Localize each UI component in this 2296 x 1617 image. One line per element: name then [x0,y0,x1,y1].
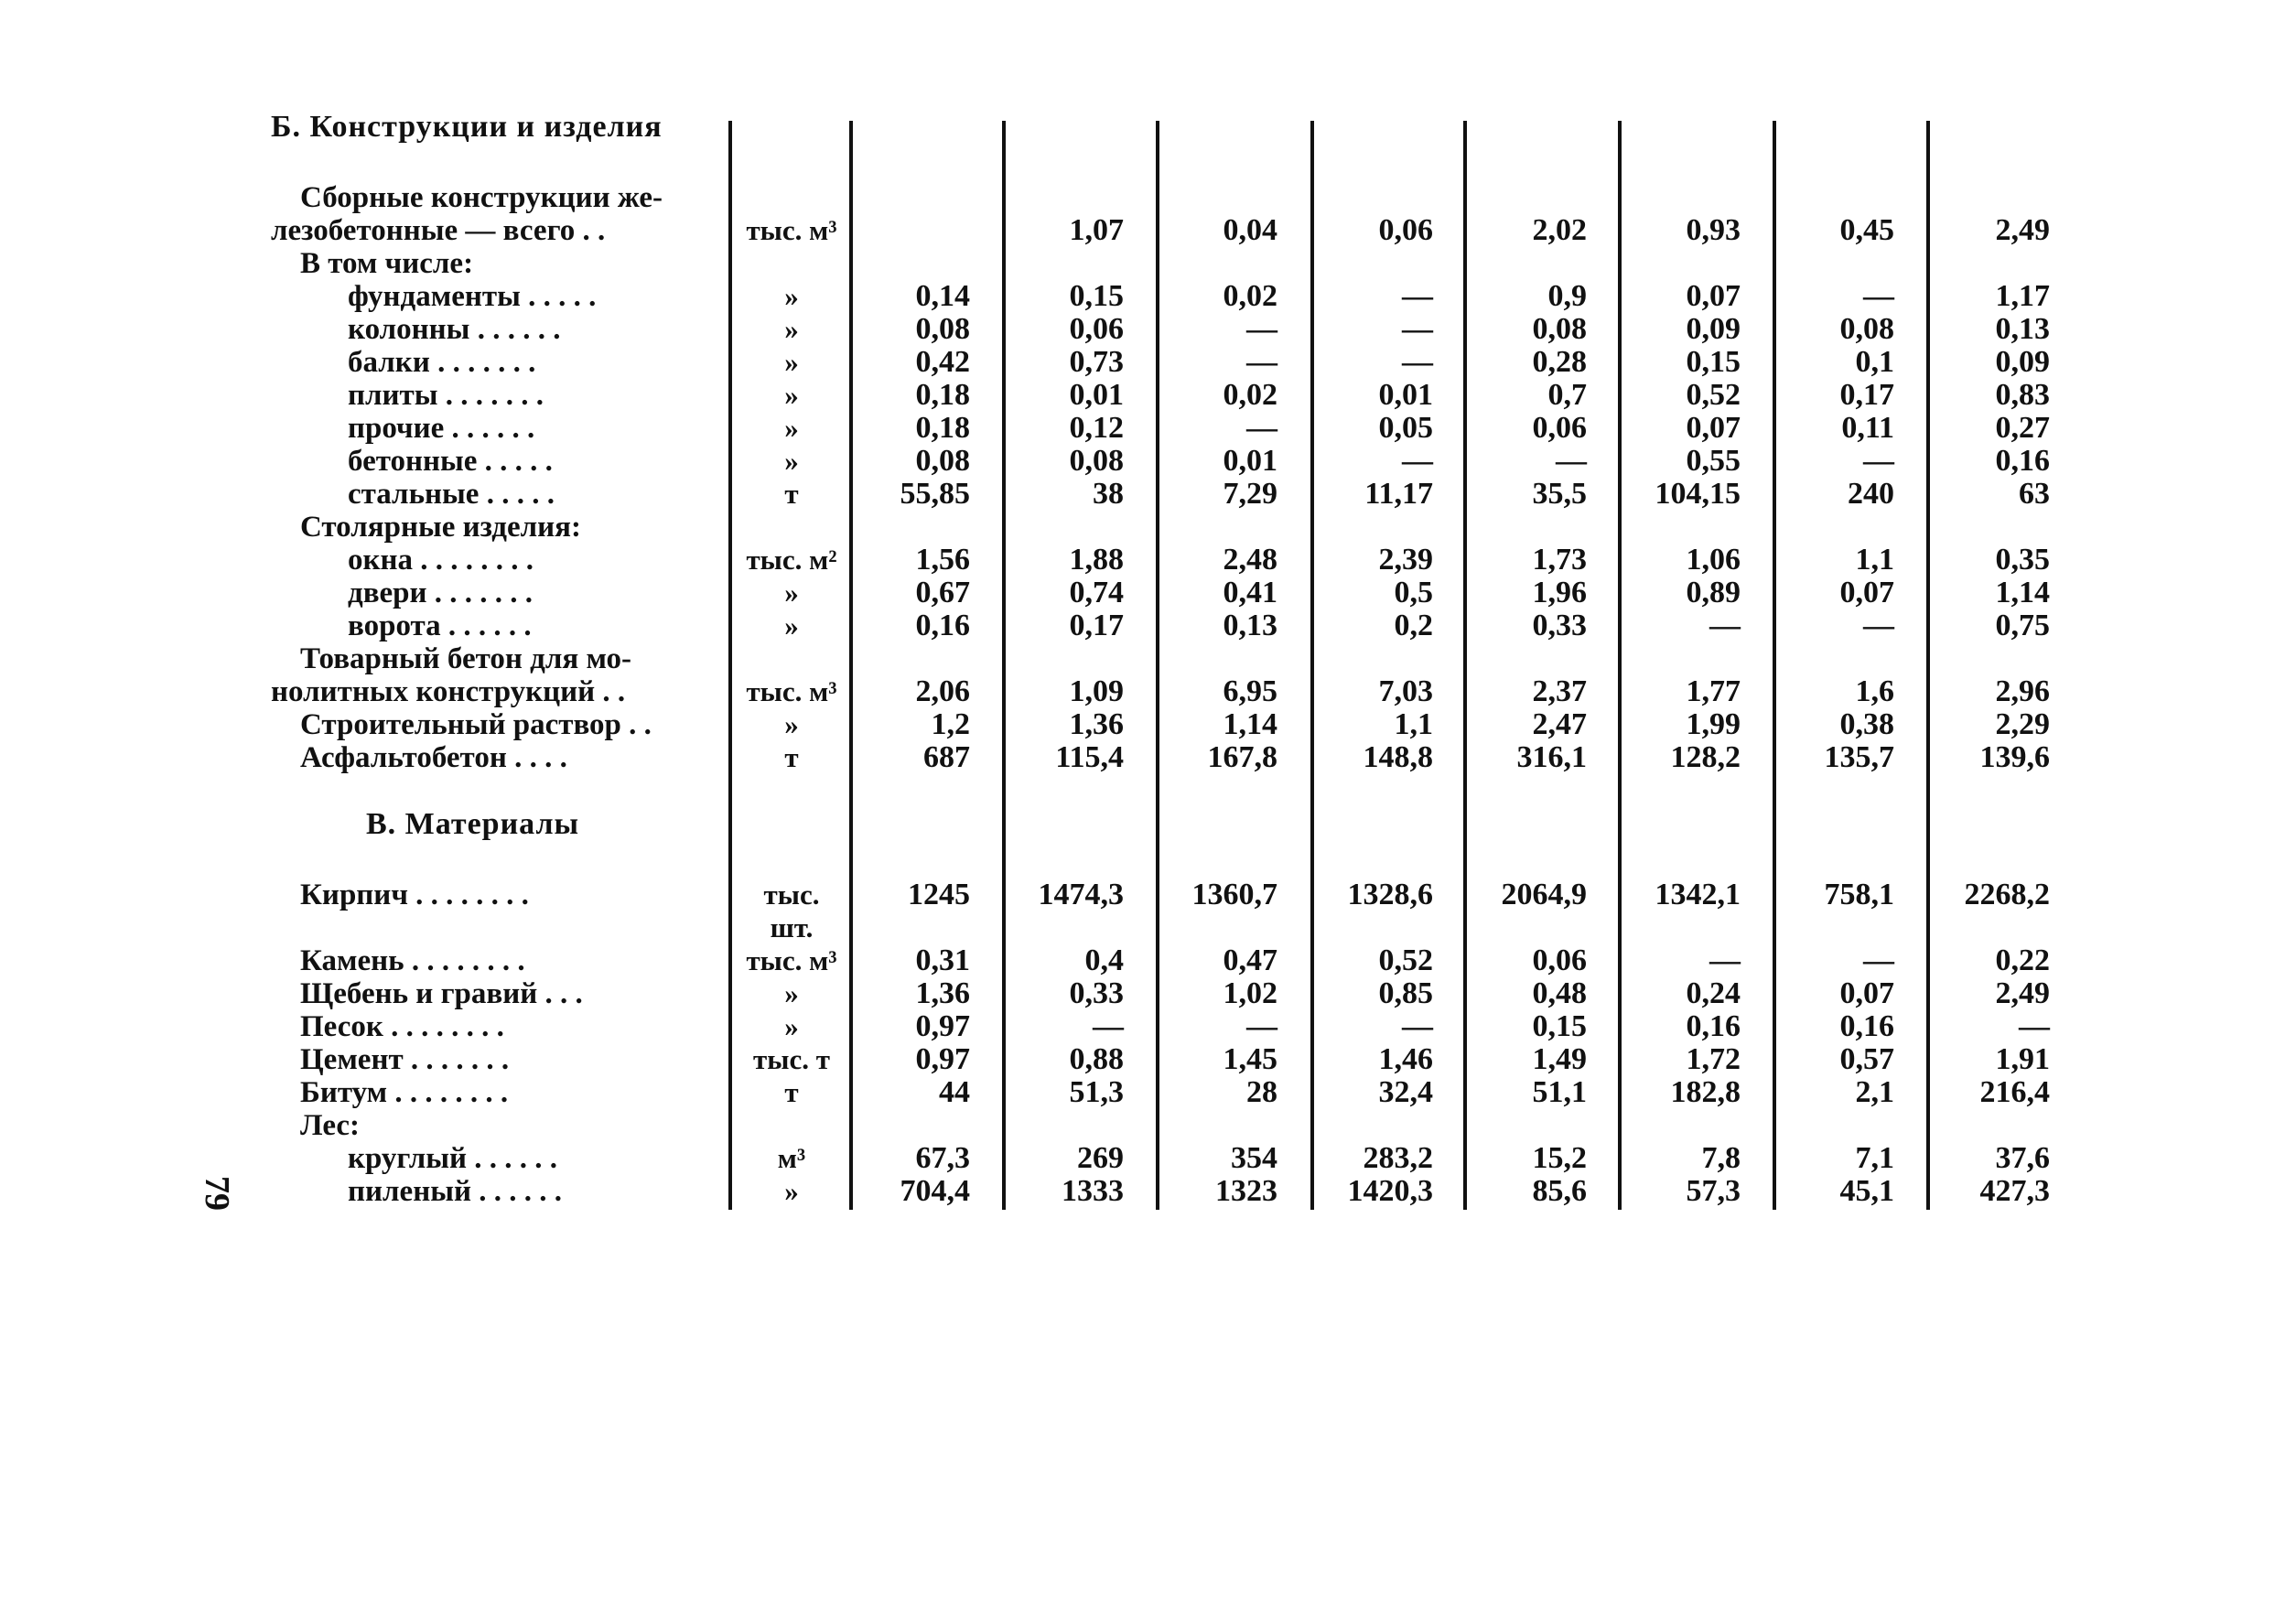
table-cell: 427,3 [1979,1174,2050,1208]
table-cell: 0,1 [1855,345,1894,379]
table-cell: 1,02 [1223,976,1277,1010]
table-cell: 0,24 [1686,976,1741,1010]
row-label: прочие . . . . . . [348,412,535,445]
table-cell: 1,45 [1223,1042,1277,1076]
table-cell: — [1246,312,1277,346]
row-unit: т [784,1076,799,1108]
table-cell: 1,06 [1686,543,1741,577]
table-cell: 0,07 [1686,279,1741,313]
table-cell: 1,1 [1855,543,1894,577]
row-label: фундаменты . . . . . [348,280,597,313]
row-label: лезобетонные — всего . . [271,214,606,247]
column-divider [1773,121,1776,1210]
row-label: В том числе: [300,247,474,280]
row-label: круглый . . . . . . [348,1142,558,1175]
table-cell: 1,49 [1532,1042,1587,1076]
table-cell: — [1402,444,1433,478]
table-cell: 1,96 [1532,576,1587,609]
table-row [0,511,2296,544]
row-unit: » [784,708,799,740]
table-cell: — [1246,1009,1277,1043]
table-cell: 0,73 [1069,345,1124,379]
table-cell: 2,96 [1995,674,2050,708]
row-label: Товарный бетон для мо- [300,642,632,675]
table-cell: 0,06 [1532,411,1587,445]
table-row [0,412,2296,445]
table-cell: 0,08 [1839,312,1894,346]
column-divider [1156,121,1159,1210]
table-row [0,346,2296,379]
row-label: окна . . . . . . . . [348,544,534,577]
table-cell: — [1863,279,1894,313]
table-cell: 0,16 [1839,1009,1894,1043]
table-cell: 1,99 [1686,707,1741,741]
table-cell: 0,08 [1069,444,1124,478]
table-cell: 1,73 [1532,543,1587,577]
table-cell: 1323 [1215,1174,1277,1208]
table-cell: 7,03 [1378,674,1433,708]
table-cell: 0,06 [1532,943,1587,977]
table-cell: 0,97 [915,1042,970,1076]
table-cell: — [1402,345,1433,379]
table-cell: 15,2 [1532,1141,1587,1175]
table-cell: 1,07 [1069,213,1124,247]
table-cell: 704,4 [900,1174,970,1208]
table-cell: 0,07 [1839,576,1894,609]
table-cell: 1,14 [1223,707,1277,741]
table-cell: 0,12 [1069,411,1124,445]
table-cell: 316,1 [1516,740,1587,774]
row-unit: тыс. м³ [746,675,837,707]
table-cell: 1,09 [1069,674,1124,708]
table-cell: 0,88 [1069,1042,1124,1076]
table-cell: 1,6 [1855,674,1894,708]
table-cell: 0,11 [1841,411,1894,445]
table-row [0,544,2296,577]
table-cell: — [1093,1009,1124,1043]
table-cell: — [1402,312,1433,346]
row-unit: т [784,478,799,510]
table-cell: 0,93 [1686,213,1741,247]
table-cell: 2,48 [1223,543,1277,577]
table-cell: 0,47 [1223,943,1277,977]
table-cell: — [1709,609,1741,642]
table-cell: 0,22 [1995,943,2050,977]
table-cell: 0,41 [1223,576,1277,609]
table-cell: 0,89 [1686,576,1741,609]
table-cell: 67,3 [915,1141,970,1175]
row-label: Песок . . . . . . . . [300,1010,504,1043]
row-label: Камень . . . . . . . . [300,944,525,977]
column-divider [1463,121,1467,1210]
row-unit: » [784,1175,799,1207]
table-row [0,181,2296,214]
table-cell: — [1402,279,1433,313]
table-cell: 1,56 [915,543,970,577]
table-cell: 0,52 [1378,943,1433,977]
table-cell: 0,14 [915,279,970,313]
table-cell: 0,7 [1547,378,1587,412]
table-cell: 1,88 [1069,543,1124,577]
table-cell: 0,13 [1223,609,1277,642]
row-unit: тыс. м³ [746,944,837,976]
table-cell: 2064,9 [1501,878,1587,911]
table-row [0,642,2296,675]
column-divider [1926,121,1930,1210]
table-cell: 0,85 [1378,976,1433,1010]
table-cell: 0,05 [1378,411,1433,445]
table-row [0,977,2296,1010]
table-cell: 0,52 [1686,378,1741,412]
table-cell: 240 [1848,477,1894,511]
table-cell: 7,29 [1223,477,1277,511]
table-cell: 0,01 [1223,444,1277,478]
table-row [0,675,2296,708]
row-label: Щебень и гравий . . . [300,977,583,1010]
table-cell: 0,15 [1069,279,1124,313]
table-cell: 2,37 [1532,674,1587,708]
table-cell: 57,3 [1686,1174,1741,1208]
table-cell: 0,16 [1995,444,2050,478]
row-unit: » [784,1010,799,1042]
row-label: ворота . . . . . . [348,609,532,642]
table-cell: 2268,2 [1964,878,2050,911]
table-cell: 167,8 [1207,740,1277,774]
table-row [0,478,2296,511]
table-cell: 1360,7 [1191,878,1277,911]
table-row [0,280,2296,313]
table-cell: 0,83 [1995,378,2050,412]
table-cell: 2,06 [915,674,970,708]
table-cell: 51,3 [1069,1075,1124,1109]
table-cell: 2,49 [1995,976,2050,1010]
page-number: 79 [198,1176,236,1211]
table-cell: 2,29 [1995,707,2050,741]
table-cell: 0,15 [1686,345,1741,379]
table-row [0,445,2296,478]
table-cell: 0,02 [1223,378,1277,412]
table-cell: — [1709,943,1741,977]
table-cell: 0,17 [1069,609,1124,642]
table-cell: 354 [1231,1141,1277,1175]
table-cell: 0,04 [1223,213,1277,247]
table-cell: 0,01 [1378,378,1433,412]
table-cell: 0,2 [1394,609,1433,642]
table-cell: — [1556,444,1587,478]
table-row [0,944,2296,977]
table-cell: 63 [2019,477,2050,511]
table-cell: 1333 [1062,1174,1124,1208]
table-row [0,1043,2296,1076]
table-cell: 0,09 [1995,345,2050,379]
row-label: Сборные конструкции же- [300,181,663,214]
table-cell: 44 [939,1075,970,1109]
table-cell: 0,5 [1394,576,1433,609]
table-cell: 1474,3 [1038,878,1124,911]
table-cell: 135,7 [1824,740,1894,774]
row-label: колонны . . . . . . [348,313,561,346]
table-cell: — [1863,943,1894,977]
row-label: Асфальтобетон . . . . [300,741,567,774]
table-cell: 0,01 [1069,378,1124,412]
row-unit: » [784,445,799,477]
table-cell: 0,4 [1084,943,1124,977]
row-unit: м³ [777,1142,806,1174]
table-cell: 0,28 [1532,345,1587,379]
table-cell: 1,17 [1995,279,2050,313]
table-cell: 0,07 [1839,976,1894,1010]
table-cell: 0,67 [915,576,970,609]
table-cell: 45,1 [1839,1174,1894,1208]
row-unit: » [784,977,799,1009]
table-cell: 7,8 [1701,1141,1741,1175]
row-label: нолитных конструкций . . [271,675,626,708]
table-cell: 32,4 [1378,1075,1433,1109]
row-unit: тыс. м³ [746,214,837,246]
column-divider [1002,121,1006,1210]
table-cell: 0,42 [915,345,970,379]
row-unit: » [784,280,799,312]
table-cell: 2,47 [1532,707,1587,741]
row-label: плиты . . . . . . . [348,379,544,412]
table-cell: 55,85 [900,477,970,511]
table-cell: 148,8 [1363,740,1433,774]
table-row [0,1175,2296,1208]
table-cell: 2,02 [1532,213,1587,247]
table-cell: 0,74 [1069,576,1124,609]
table-row [0,878,2296,943]
table-cell: 1,46 [1378,1042,1433,1076]
row-unit: » [784,609,799,641]
table-row [0,609,2296,642]
table-cell: 2,39 [1378,543,1433,577]
table-cell: — [2019,1009,2050,1043]
table-cell: 128,2 [1670,740,1741,774]
table-cell: 1,1 [1394,707,1433,741]
table-cell: 269 [1077,1141,1124,1175]
table-cell: 0,06 [1069,312,1124,346]
row-label: балки . . . . . . . [348,346,536,379]
table-row [0,577,2296,609]
table-cell: 0,9 [1547,279,1587,313]
row-unit: т [784,741,799,773]
table-row [0,214,2296,247]
table-cell: — [1246,411,1277,445]
row-unit: тыс. [763,879,820,911]
column-divider [1310,121,1314,1210]
table-cell: 0,16 [915,609,970,642]
row-unit: » [784,577,799,609]
table-row [0,708,2296,741]
table-cell: 0,35 [1995,543,2050,577]
table-cell: 1342,1 [1655,878,1741,911]
table-cell: 115,4 [1055,740,1124,774]
table-cell: 0,18 [915,411,970,445]
column-divider [849,121,853,1210]
table-cell: 0,13 [1995,312,2050,346]
table-cell: 38 [1093,477,1124,511]
table-cell: 0,33 [1069,976,1124,1010]
row-label: Кирпич . . . . . . . . [300,879,529,911]
row-unit: » [784,412,799,444]
table-cell: 11,17 [1364,477,1433,511]
section-title-b: Б. Конструкции и изделия [271,110,663,144]
row-label: бетонные . . . . . [348,445,553,478]
table-cell: 1,14 [1995,576,2050,609]
column-divider [1618,121,1622,1210]
table-cell: 1328,6 [1347,878,1433,911]
table-cell: 51,1 [1532,1075,1587,1109]
table-row [0,247,2296,280]
section-title-v: В. Материалы [366,807,580,841]
table-cell: 1,36 [1069,707,1124,741]
table-cell: 139,6 [1979,740,2050,774]
table-row [0,1076,2296,1109]
table-cell: 0,38 [1839,707,1894,741]
table-cell: 7,1 [1855,1141,1894,1175]
table-cell: 0,75 [1995,609,2050,642]
row-label: Цемент . . . . . . . [300,1043,510,1076]
table-cell: 0,16 [1686,1009,1741,1043]
table-row [0,1109,2296,1142]
table-cell: 1,77 [1686,674,1741,708]
table-cell: 216,4 [1979,1075,2050,1109]
table-cell: 1,36 [915,976,970,1010]
table-cell: 85,6 [1532,1174,1587,1208]
table-cell: 2,1 [1855,1075,1894,1109]
row-label: пиленый . . . . . . [348,1175,562,1208]
table-cell: 1,72 [1686,1042,1741,1076]
table-row [0,741,2296,774]
table-cell: 283,2 [1363,1141,1433,1175]
table-cell: 35,5 [1532,477,1587,511]
table-cell: 0,48 [1532,976,1587,1010]
table-row [0,1142,2296,1175]
table-cell: 0,17 [1839,378,1894,412]
row-label: Столярные изделия: [300,511,582,544]
table-cell: 0,55 [1686,444,1741,478]
table-cell: — [1402,1009,1433,1043]
table-cell: — [1246,345,1277,379]
table-cell: 758,1 [1824,878,1894,911]
table-cell: 0,18 [915,378,970,412]
table-cell: 0,08 [915,312,970,346]
row-label: двери . . . . . . . [348,577,534,609]
table-cell: 0,27 [1995,411,2050,445]
table-row [0,313,2296,346]
table-cell: 0,07 [1686,411,1741,445]
table-cell: 0,33 [1532,609,1587,642]
row-label: стальные . . . . . [348,478,555,511]
table-cell: 1,2 [931,707,970,741]
table-row [0,379,2296,412]
table-cell: 0,97 [915,1009,970,1043]
table-cell: 104,15 [1655,477,1741,511]
table-cell: 28 [1246,1075,1277,1109]
column-divider [728,121,732,1210]
table-cell: 6,95 [1223,674,1277,708]
row-unit: » [784,313,799,345]
table-row [0,1010,2296,1043]
row-unit: тыс. м² [746,544,837,576]
table-cell: 0,08 [1532,312,1587,346]
table-cell: 0,45 [1839,213,1894,247]
row-unit: тыс. т [753,1043,830,1075]
row-label: Строительный раствор . . [300,708,652,741]
row-unit-secondary: шт. [770,911,814,943]
table-cell: 0,02 [1223,279,1277,313]
table-cell: 2,49 [1995,213,2050,247]
table-cell: 182,8 [1670,1075,1741,1109]
table-cell: 687 [923,740,970,774]
table-cell: 0,57 [1839,1042,1894,1076]
table-cell: 1245 [908,878,970,911]
row-label: Битум . . . . . . . . [300,1076,509,1109]
row-unit: » [784,346,799,378]
table-cell: 0,31 [915,943,970,977]
table-cell: 0,08 [915,444,970,478]
table-cell: 1420,3 [1347,1174,1433,1208]
table-cell: — [1863,444,1894,478]
row-unit: » [784,379,799,411]
table-cell: 1,91 [1995,1042,2050,1076]
table-cell: 37,6 [1995,1141,2050,1175]
table-cell: 0,15 [1532,1009,1587,1043]
table-cell: — [1863,609,1894,642]
row-label: Лес: [300,1109,361,1142]
table-cell: 0,06 [1378,213,1433,247]
table-cell: 0,09 [1686,312,1741,346]
